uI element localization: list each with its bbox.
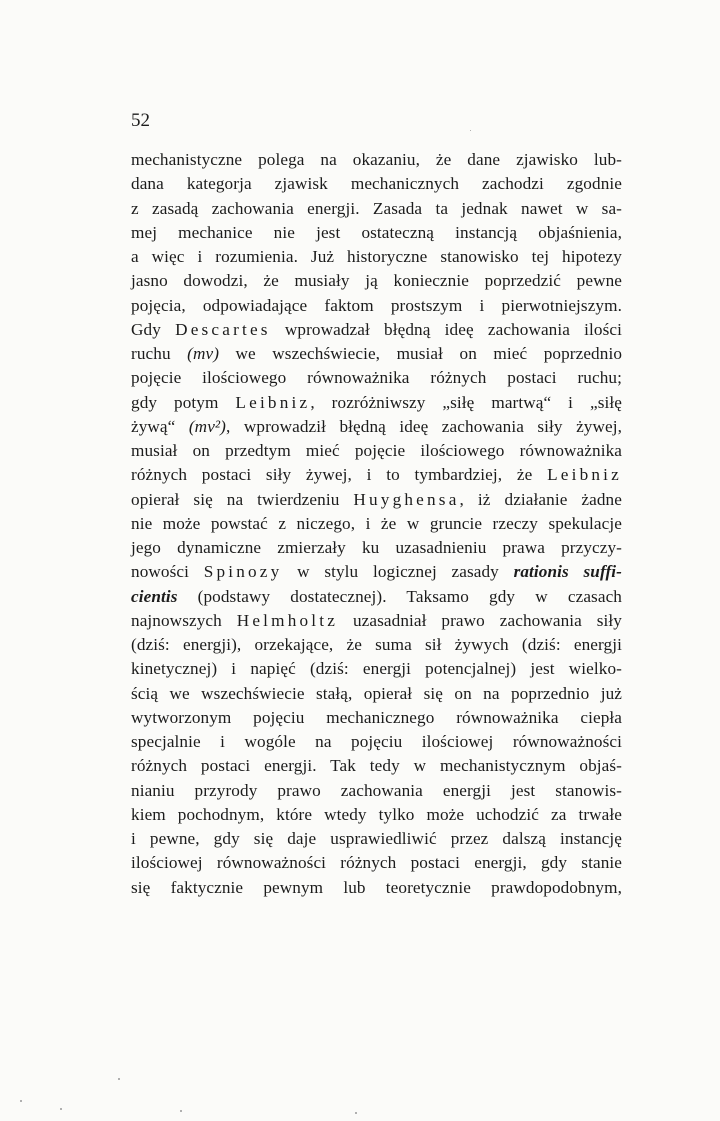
text-line <box>131 730 622 754</box>
text-run: nianiu przyrody prawo zachowania energji jest stanowis- <box>131 780 622 800</box>
text-run: mej mechanice nie jest ostateczną instancją objaśnienia, <box>131 222 622 242</box>
paper-speck <box>355 1112 357 1114</box>
text-run: musiał on przedtym mieć pojęcie ilościowego równoważnika <box>131 441 622 460</box>
text-run: mechanistyczne polega na okazaniu, że dane zjawisko lub- <box>131 150 622 169</box>
body-text <box>131 148 622 900</box>
text-spaced: Huyghensa <box>353 489 460 509</box>
text-em: (mv) <box>187 344 220 363</box>
text-spaced: Descartes <box>175 319 271 339</box>
text-line <box>131 851 622 875</box>
text-run: wytworzonym pojęciu mechanicznego równoważnika ciepła <box>131 707 622 727</box>
paper-speck <box>20 1100 22 1102</box>
text-line <box>131 827 622 851</box>
text-run: uzasadniał prawo zachowania siły <box>338 610 623 630</box>
text-line <box>131 318 622 342</box>
text-run: wprowadzał błędną ideę zachowania ilości <box>270 319 622 339</box>
text-run: najnowszych <box>131 610 237 630</box>
text-run: nie może powstać z niczego, i że w gruncie rzeczy spekulacje <box>131 513 622 533</box>
text-run: pojęcie ilościowego równoważnika różnych postaci ruchu; <box>131 368 622 388</box>
text-line <box>131 779 622 803</box>
text-run: (dziś: energji), orzekające, że suma sił żywych (dziś: energji <box>131 635 622 654</box>
text-run: (podstawy dostatecznej). Taksamo gdy w czasach <box>177 586 622 606</box>
text-line <box>131 221 622 245</box>
text-line <box>131 876 622 900</box>
text-run: w stylu logicznej zasady <box>282 562 514 582</box>
text-run: ruchu <box>131 344 188 363</box>
text-run: różnych postaci siły żywej, i to tymbardziej, że <box>131 465 548 485</box>
text-line <box>131 536 622 560</box>
text-line <box>131 439 622 463</box>
text-line <box>131 269 622 293</box>
text-run: , wprowadził błędną ideę zachowania siły żywej, <box>226 416 622 436</box>
text-line <box>131 754 622 778</box>
text-spaced: Leibniz <box>547 465 622 485</box>
text-run: specjalnie i wogóle na pojęciu ilościowej równoważności <box>131 732 622 751</box>
text-run: i pewne, gdy się daje usprawiedliwić przez dalszą instancję <box>131 829 622 848</box>
text-run: kinetycznej) i napięć (dziś: energji potencjalnej) jest wielko- <box>131 659 622 679</box>
text-run: , rozróżniwszy „siłę martwą“ i „siłę <box>310 392 622 412</box>
text-line <box>131 415 622 439</box>
text-run: a więc i rozumienia. Już historyczne stanowisko tej hipotezy <box>131 247 622 266</box>
text-spaced: Spinozy <box>203 562 283 582</box>
text-em-bold: rationis suffi- <box>513 562 622 582</box>
paper-speck <box>60 1108 62 1110</box>
text-run: nowości <box>131 562 204 582</box>
text-run: jego dynamiczne zmierzały ku uzasadnieniu prawa przyczy- <box>131 538 622 557</box>
text-line <box>131 342 622 366</box>
text-line <box>131 294 622 318</box>
text-line <box>131 609 622 633</box>
paper-speck <box>118 1078 120 1080</box>
text-line <box>131 657 622 681</box>
text-line <box>131 512 622 536</box>
text-em: (mv²) <box>188 416 227 436</box>
paper-speck <box>470 130 471 131</box>
text-line <box>131 148 622 172</box>
text-line <box>131 391 622 415</box>
text-line <box>131 245 622 269</box>
text-run: pojęcia, odpowiadające faktom prostszym i pierwotniejszym. <box>131 295 622 315</box>
text-spaced: Helmholtz <box>236 610 339 630</box>
text-em-bold: cientis <box>131 586 178 606</box>
text-line <box>131 682 622 706</box>
text-run: kiem pochodnym, które wtedy tylko może uchodzić za trwałe <box>131 804 622 824</box>
text-line <box>131 197 622 221</box>
text-line <box>131 585 622 609</box>
text-run: Gdy <box>131 319 176 339</box>
text-line <box>131 706 622 730</box>
text-run: różnych postaci energji. Tak tedy w mechanistycznym objaś- <box>131 756 622 776</box>
text-run: ścią we wszechświecie stałą, opierał się on na poprzednio już <box>131 683 622 703</box>
text-run: gdy potym <box>131 392 236 412</box>
text-run: dana kategorja zjawisk mechanicznych zachodzi zgodnie <box>131 174 622 194</box>
text-run: ilościowej równoważności różnych postaci energji, gdy stanie <box>131 853 622 873</box>
text-spaced: Leibniz <box>235 392 311 412</box>
text-line <box>131 560 622 584</box>
text-line <box>131 633 622 657</box>
text-run: , iż działanie żadne <box>459 489 622 509</box>
text-run: z zasadą zachowania energji. Zasada ta jednak nawet w sa- <box>131 198 622 218</box>
paper-speck <box>180 1110 182 1112</box>
text-line <box>131 366 622 390</box>
text-run: jasno dowodzi, że musiały ją koniecznie poprzedzić pewne <box>131 271 622 291</box>
page-number: 52 <box>131 110 150 131</box>
text-line <box>131 172 622 196</box>
text-run: we wszechświecie, musiał on mieć poprzednio <box>219 344 623 363</box>
text-line <box>131 803 622 827</box>
text-run: żywą“ <box>131 416 189 436</box>
text-line <box>131 488 622 512</box>
text-run: się faktycznie pewnym lub teoretycznie prawdopodobnym, <box>131 877 622 897</box>
text-run: opierał się na twierdzeniu <box>131 489 354 509</box>
text-line <box>131 463 622 487</box>
